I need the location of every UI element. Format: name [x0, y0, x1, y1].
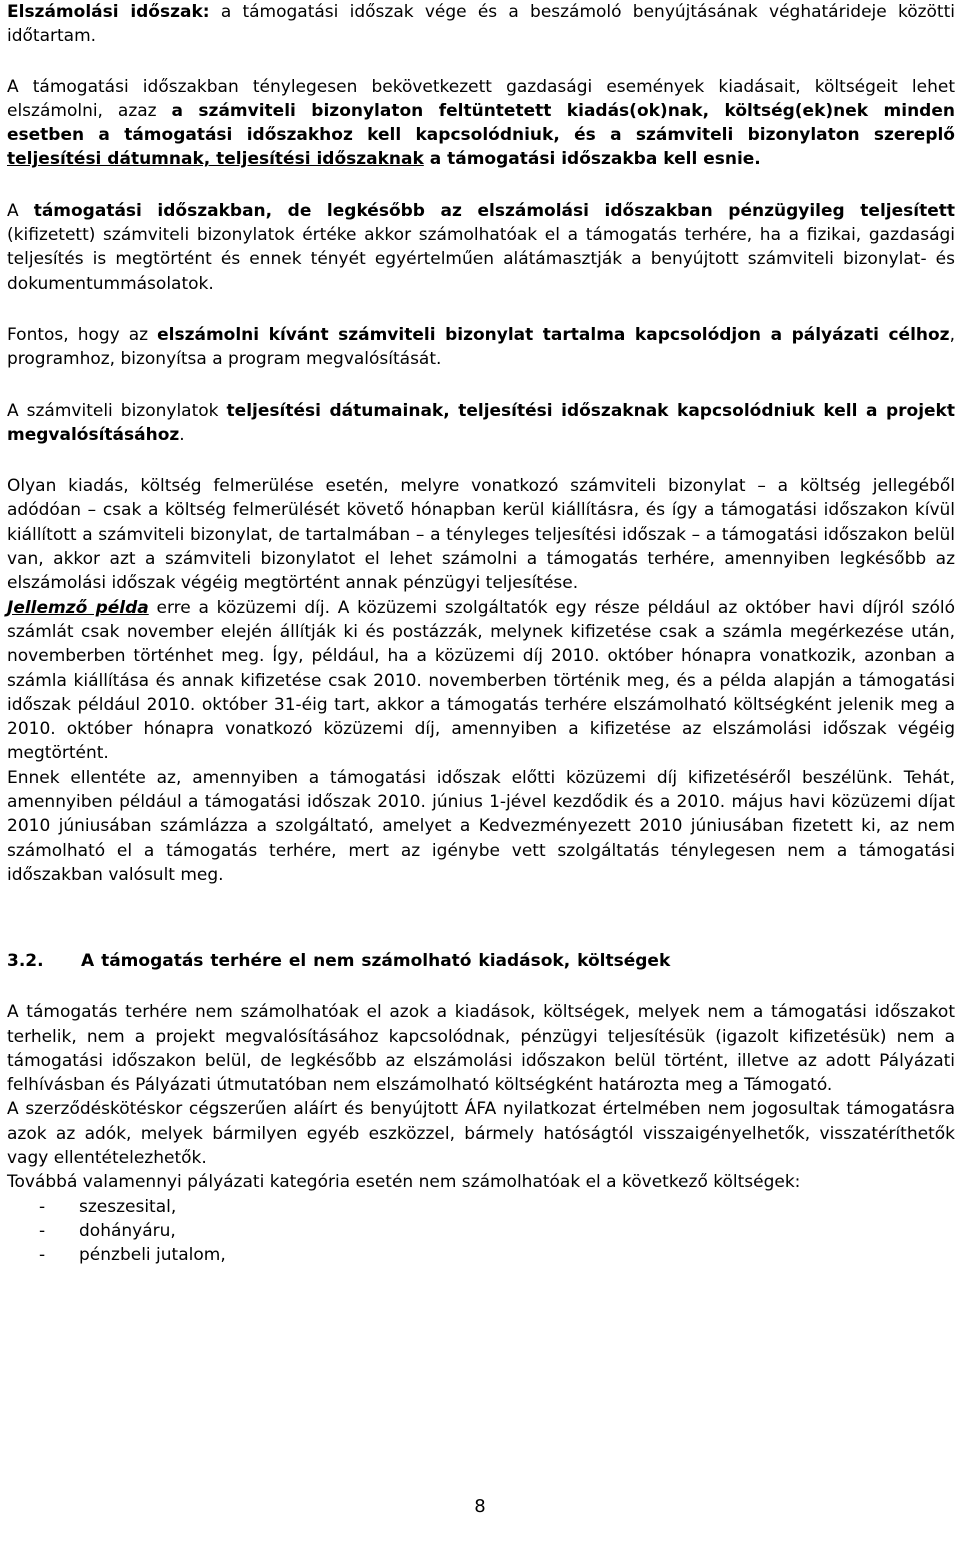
paragraph-palyazati-cel: [7, 323, 955, 372]
paragraph-tovabba: [7, 1170, 955, 1194]
text-segment: Ennek ellentéte az, amennyiben a támogatási időszak előtti közüzemi díj kifizetéséről beszélünk. Tehát, amennyiben például a támogatási időszak 2010. június 1-jével kezdődik és a 2010. május havi közüzemi díjat 2010 júniusában számlázza a szolgáltató, amelyet a Kedvezményezett 2010 júniusában fizetett ki, az nem számolható el a támogatás terhére, mert az igénybe vett szolgáltatás ténylegesen nem a támogatási időszakban valósult meg.: [7, 767, 955, 885]
example-label: Jellemző példa: [7, 597, 149, 618]
dash-bullet: -: [39, 1196, 46, 1217]
term-label: Elszámolási időszak:: [7, 2, 210, 22]
paragraph-koltseg-jelleg: [7, 474, 955, 595]
text-segment: A számviteli bizonylatok: [7, 400, 227, 421]
list-item-text: dohányáru,: [79, 1220, 176, 1241]
page-number: 8: [474, 1496, 486, 1517]
dash-bullet: -: [39, 1220, 46, 1241]
text-segment: Olyan kiadás, költség felmerülése esetén, melyre vonatkozó számviteli bizonylat – a költség jellegéből adódóan – csak a költség felmerülését követő hónapban kerül kiállításra, és így a támogatási időszakon kívül kiállított a számviteli bizonylat, de tartalmában – a tényleges teljesítési időszak – a támogatási időszakon belül van, akkor azt a számviteli bizonylatot el lehet számolni a támogatás terhére, amennyiben legkésőbb az elszámolási időszak végéig megtörtént annak pénzügyi teljesítése.: [7, 476, 955, 594]
list-item: [39, 1195, 955, 1219]
text-segment: A szerződéskötéskor cégszerűen aláírt és benyújtott ÁFA nyilatkozat értelmében nem jogosultak támogatásra azok az adók, melyek bármilyen egyéb eszközzel, bármely hatóságtól visszaigényelhetők, visszatéríthetők vagy ellentételezhetők.: [7, 1099, 955, 1168]
text-segment: .: [179, 424, 185, 445]
text-segment: Fontos, hogy az: [7, 324, 158, 345]
paragraph-ellentete: [7, 766, 955, 887]
list-item-text: szeszesital,: [79, 1196, 177, 1217]
paragraph-penzugyi-teljesites: [7, 199, 955, 296]
text-segment: A támogatás terhére nem számolhatóak el azok a kiadások, költségek, melyek nem a támogatási időszakot terhelik, nem a projekt megvalósításához kapcsolódnak, pénzügyi teljesítésük (igazolt kifizetésük) nem a támogatási időszakon belül, de legkésőbb az elszámolási időszakon belül történt, illetve az adott Pályázati felhívásban és Pályázati útmutatóban nem elszámolható költségként határozta meg a Támogató.: [7, 1002, 955, 1096]
text-segment: (kifizetett) számviteli bizonylatok értéke akkor számolhatóak el a támogatás terhére, ha a fizikai, gazdasági teljesítés is megtörtént és ennek tényét egyértelműen alátámasztják a benyújtott számviteli bizonylat- és dokumentummásolatok.: [7, 225, 955, 294]
paragraph-nem-szamolhato: [7, 1000, 955, 1097]
text-segment: Továbbá valamennyi pályázati kategória esetén nem számolhatóak el a következő költségek:: [7, 1172, 801, 1193]
document-page: [7, 0, 955, 1267]
underlined-segment: teljesítési dátumnak, teljesítési időszaknak: [7, 149, 424, 170]
text-segment: , programhoz, bizonyítsa a program megvalósítását.: [7, 324, 955, 370]
paragraph-afa-nyilatkozat: [7, 1097, 955, 1170]
section-heading: [7, 949, 955, 973]
bold-segment: támogatási időszakban, de legkésőbb az elszámolási időszakban pénzügyileg teljesített: [33, 200, 955, 221]
bold-segment: a számviteli bizonylaton feltüntetett kiadás(ok)nak, költség(ek)nek minden esetben a támogatási időszakhoz kell kapcsolódniuk, és a számviteli bizonylaton szereplő: [7, 100, 955, 146]
text-segment: A támogatási időszakban ténylegesen bekövetkezett gazdasági események kiadásait, költségeit lehet elszámolni, azaz: [7, 76, 955, 121]
paragraph-jellemzo-pelda: [7, 596, 955, 766]
list-item-text: pénzbeli jutalom,: [79, 1245, 226, 1266]
paragraph-teljesitesi-datumok: [7, 399, 955, 448]
bold-segment: teljesítési dátumainak, teljesítési időszaknak kapcsolódniuk kell a projekt megvalósításához: [7, 400, 955, 445]
dash-bullet: -: [39, 1245, 46, 1266]
paragraph-tamogatasi-idoszak: [7, 75, 955, 172]
excluded-costs-list: [7, 1195, 955, 1268]
section-number: 3.2.: [7, 951, 44, 972]
list-item: [39, 1243, 955, 1267]
definition-text: a támogatási időszak vége és a beszámoló benyújtásának véghatárideje közötti időtartam.: [7, 2, 955, 47]
bold-segment: a támogatási időszakba kell esnie.: [423, 149, 761, 170]
list-item: [39, 1219, 955, 1243]
section-title: A támogatás terhére el nem számolható kiadások, költségek: [81, 951, 671, 972]
text-segment: erre a közüzemi díj. A közüzemi szolgáltatók egy része például az október havi díjról szóló számlát csak november elején állítják ki és postázzák, melynek kifizetése csak a számla megérkezése után, novemberben történhet meg. Így, például, ha a közüzemi díj 2010. október hónapra vonatkozik, azonban a számla kiállítása és annak kifizetése csak 2010. novemberben történik meg, és a példa alapján a támogatási időszak például 2010. október 31-éig tart, akkor a támogatás terhére elszámolható költségként jelenik meg a 2010. október hónapra vonatkozó közüzemi díj, amennyiben a kifizetése az elszámolási időszak végéig megtörtént.: [7, 597, 955, 764]
paragraph-elszamolasi-idoszak: [7, 0, 955, 49]
bold-segment: elszámolni kívánt számviteli bizonylat tartalma kapcsolódjon a pályázati célhoz: [157, 324, 950, 345]
text-segment: A: [7, 200, 34, 221]
